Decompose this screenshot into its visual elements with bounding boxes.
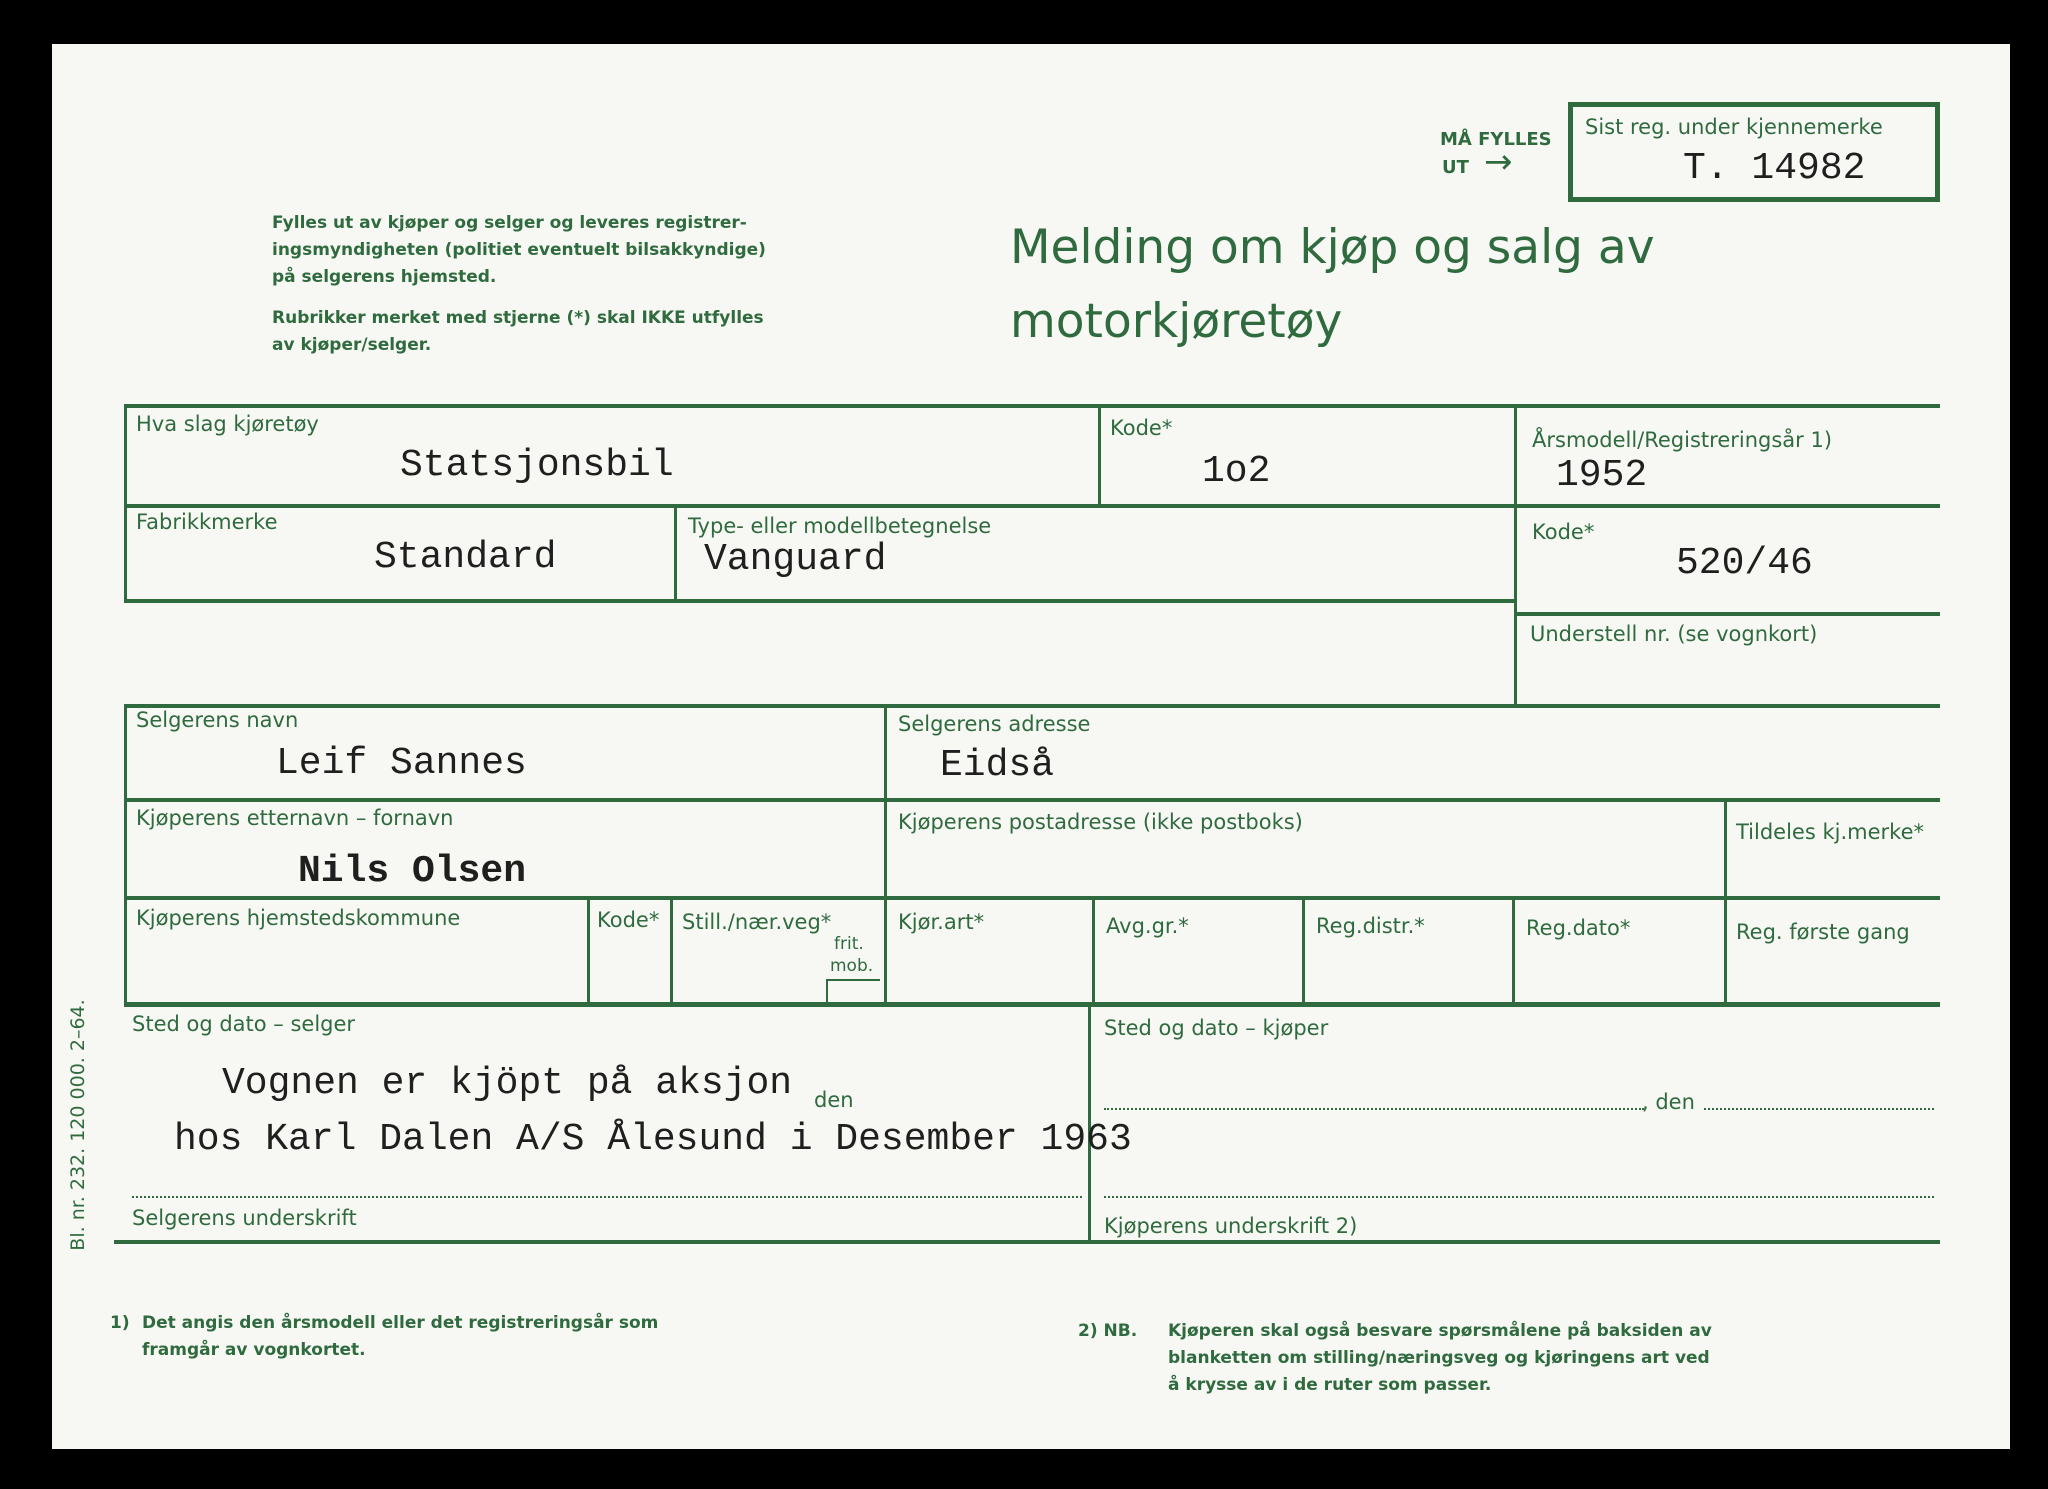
rule <box>1092 900 1095 1002</box>
sist-reg-box <box>1568 102 1940 202</box>
kode3-label: Kode* <box>597 908 660 932</box>
seller-den-label: den <box>814 1088 854 1112</box>
vehicle-type-label: Hva slag kjøretøy <box>136 412 319 436</box>
rule <box>124 798 1940 802</box>
model-value: Vanguard <box>704 538 887 581</box>
avggr-label: Avg.gr.* <box>1106 914 1189 938</box>
buyer-sign-label: Kjøperens underskrift 2) <box>1104 1214 1358 1238</box>
seller-name-value: Leif Sannes <box>276 742 527 785</box>
vehicle-type-value: Statsjonsbil <box>400 444 674 487</box>
footnote-line: blanketten om stilling/næringsveg og kjøringens art ved <box>1168 1348 1710 1368</box>
kjorart-label: Kjør.art* <box>898 910 985 934</box>
rule <box>1514 612 1940 616</box>
intro-line: ingsmyndigheten (politiet eventuelt bilsakkyndige) <box>272 240 766 260</box>
footnote-line: å krysse av i de ruter som passer. <box>1168 1375 1492 1395</box>
rule <box>124 404 1940 408</box>
rule <box>124 704 127 1005</box>
year-label: Årsmodell/Registreringsår 1) <box>1532 428 1833 452</box>
year-value: 1952 <box>1556 454 1648 497</box>
dotted-line <box>1104 1196 1934 1198</box>
ma-fylles-line2: UT <box>1442 157 1469 178</box>
footnote-line: Det angis den årsmodell eller det registreringsår som <box>142 1313 659 1333</box>
dotted-line <box>132 1196 1082 1198</box>
footnote-2 <box>1168 1318 1868 1399</box>
seller-address-label: Selgerens adresse <box>898 712 1091 736</box>
seller-sign-label: Selgerens underskrift <box>132 1206 357 1230</box>
chassis-label: Understell nr. (se vognkort) <box>1530 622 1818 646</box>
intro-line: av kjøper/selger. <box>272 335 432 355</box>
buyer-place-label: Sted og dato – kjøper <box>1104 1016 1329 1040</box>
rule <box>1514 404 1517 704</box>
seller-address-value: Eidså <box>940 744 1055 787</box>
rule <box>884 704 887 1002</box>
model-label: Type- eller modellbetegnelse <box>688 514 992 538</box>
frit-label: frit. <box>834 934 864 954</box>
rule <box>587 900 590 1002</box>
footnote-2-number: 2) NB. <box>1078 1321 1138 1341</box>
form-sheet <box>52 44 2010 1449</box>
rule <box>124 896 1940 900</box>
regdistr-label: Reg.distr.* <box>1316 914 1425 938</box>
seller-text-line1: Vognen er kjöpt på aksjon <box>222 1062 793 1105</box>
form-title-line1: Melding om kjøp og salg av <box>1010 220 1655 275</box>
rule <box>1302 900 1305 1002</box>
footnote-1 <box>142 1310 842 1364</box>
kode2-value: 520/46 <box>1676 542 1813 585</box>
buyer-den-label: , den <box>1642 1090 1695 1114</box>
make-label: Fabrikkmerke <box>136 510 278 534</box>
sist-reg-label: Sist reg. under kjennemerke <box>1585 115 1883 139</box>
rule <box>1724 798 1727 1002</box>
buyer-address-label: Kjøperens postadresse (ikke postboks) <box>898 810 1303 834</box>
arrow-right-icon: → <box>1484 142 1513 182</box>
rule <box>124 704 1940 708</box>
regforste-label: Reg. første gang <box>1736 920 1910 944</box>
footnote-line: framgår av vognkortet. <box>142 1340 366 1360</box>
form-title-line2: motorkjøretøy <box>1010 294 1343 349</box>
rule <box>1098 404 1101 504</box>
rule <box>124 504 1940 508</box>
rule <box>114 1240 1940 1244</box>
still-label: Still./nær.veg* <box>682 910 832 934</box>
rule <box>124 1004 1940 1007</box>
dotted-line <box>1104 1108 1644 1110</box>
seller-place-label: Sted og dato – selger <box>132 1012 356 1036</box>
dotted-line <box>1704 1108 1934 1110</box>
buyer-name-label: Kjøperens etternavn – fornavn <box>136 806 454 830</box>
rule <box>674 504 677 602</box>
mobility-checkbox[interactable] <box>826 979 880 1003</box>
rule <box>124 404 127 602</box>
hjemsted-label: Kjøperens hjemstedskommune <box>136 906 461 930</box>
rule <box>124 599 1514 603</box>
side-print: Bl. nr. 232. 120 000. 2–64. <box>67 999 89 1251</box>
kode-label: Kode* <box>1110 416 1173 440</box>
seller-text-line2: hos Karl Dalen A/S Ålesund i Desember 1963 <box>174 1118 1132 1161</box>
sist-reg-value: T. 14982 <box>1683 147 1866 190</box>
seller-name-label: Selgerens navn <box>136 708 299 732</box>
regdato-label: Reg.dato* <box>1526 916 1631 940</box>
intro-line: på selgerens hjemsted. <box>272 267 497 287</box>
footnote-1-number: 1) <box>110 1313 130 1333</box>
intro-instructions <box>272 210 912 359</box>
intro-line: Fylles ut av kjøper og selger og leveres registrer- <box>272 213 747 233</box>
rule <box>1512 900 1515 1002</box>
kode-value: 1o2 <box>1202 450 1271 493</box>
mob-label: mob. <box>830 956 874 976</box>
make-value: Standard <box>374 536 557 579</box>
buyer-name-value: Nils Olsen <box>298 850 527 893</box>
kode2-label: Kode* <box>1532 520 1595 544</box>
footnote-line: Kjøperen skal også besvare spørsmålene på baksiden av <box>1168 1321 1712 1341</box>
tildeles-label: Tildeles kj.merke* <box>1736 820 1924 844</box>
ma-fylles-line1: MÅ FYLLES <box>1440 129 1552 150</box>
intro-line: Rubrikker merket med stjerne (*) skal IKKE utfylles <box>272 308 764 328</box>
rule <box>670 900 673 1002</box>
